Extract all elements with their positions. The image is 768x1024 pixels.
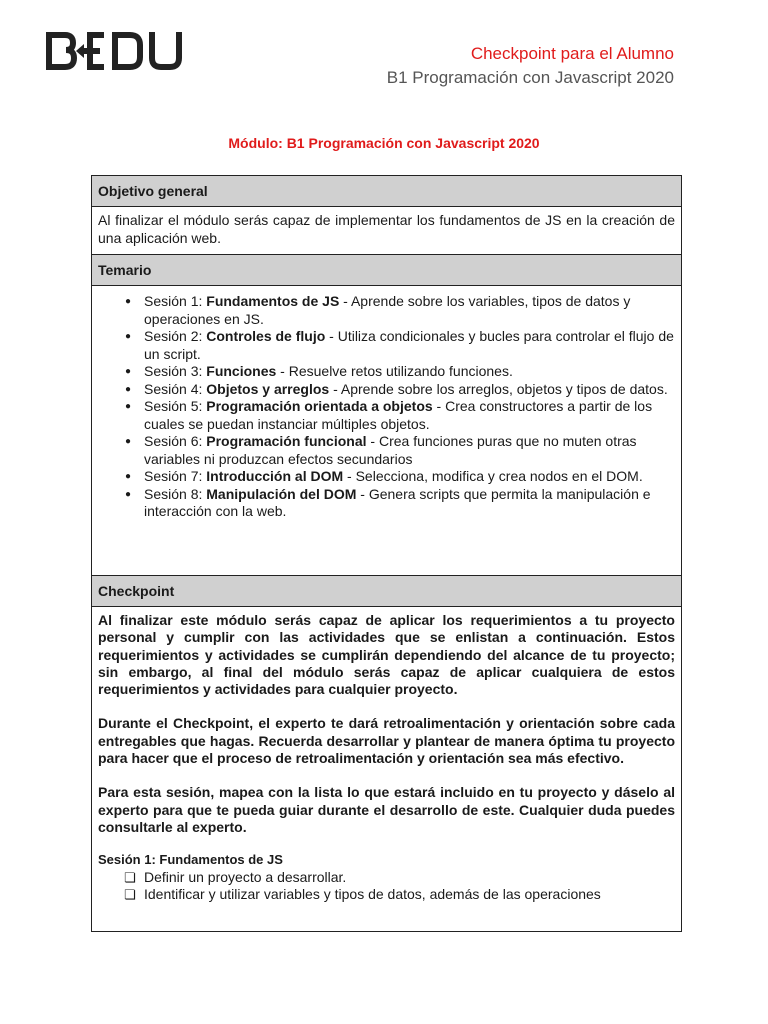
checkpoint-heading: Checkpoint <box>92 576 681 607</box>
checklist-item: ❏ Definir un proyecto a desarrollar. <box>124 868 347 885</box>
syllabus-heading: Temario <box>92 255 681 286</box>
session-title: Manipulación del DOM <box>206 485 357 502</box>
document-title: Checkpoint para el Alumno <box>470 44 674 63</box>
session-item: ● Sesión 6: Programación funcional - Crea funciones puras que no muten otras variables ni produzcan efectos secundarios <box>125 433 637 467</box>
bullet-icon: ● <box>125 331 132 342</box>
checkpoint-cell <box>92 607 681 910</box>
objective-heading: Objetivo general <box>92 176 681 207</box>
checkbox-icon: ❏ <box>124 869 136 885</box>
session-title: Objetos y arreglos <box>206 380 330 397</box>
session-title: Programación funcional <box>206 433 367 449</box>
session-title: Introducción al DOM <box>206 468 344 484</box>
checkbox-icon: ❏ <box>124 887 136 903</box>
session-item: ● Sesión 3: Funciones - Resuelve retos utilizando funciones. <box>125 363 513 379</box>
bullet-icon: ● <box>125 488 132 500</box>
checkpoint-paragraph: Para esta sesión, mapea con la lista lo que estará incluido en tu proyecto y dáselo al experto para que te pueda guiar durante el desarrollo de este. Cualquier duda puedes consultarle al experto. <box>98 784 675 835</box>
checkpoint-paragraph: Durante el Checkpoint, el experto te dará retroalimentación y orientación sobre cada entregables que hagas. Recuerda desarrollar y plantear de manera óptima tu proyecto para hacer que el proceso de retroalimentación y orientación sea más efectivo. <box>98 715 675 767</box>
session-item: ● Sesión 8: Manipulación del DOM - Genera scripts que permita la manipulación e interacción con la web. <box>125 485 651 519</box>
session-list <box>98 293 675 521</box>
session-item: ● Sesión 7: Introducción al DOM - Selecciona, modifica y crea nodos en el DOM. <box>125 468 643 484</box>
objective-text: Al finalizar el módulo serás capaz de implementar los fundamentos de JS en la creación de una aplicación web. <box>92 207 681 255</box>
session-title: Funciones <box>206 363 277 379</box>
content-table <box>91 175 682 932</box>
session-item: ● Sesión 4: Objetos y arreglos - Aprende sobre los arreglos, objetos y tipos de datos. <box>125 380 668 397</box>
session-title: Programación orientada a objetos <box>206 398 433 414</box>
module-title: Módulo: B1 Programación con Javascript 2020 <box>228 135 540 151</box>
session-title: Controles de flujo <box>206 328 326 344</box>
bullet-icon: ● <box>125 383 132 395</box>
checklist-item: ❏ Identificar y utilizar variables y tipos de datos, además de las operaciones <box>124 886 601 903</box>
bedu-logo <box>46 32 186 70</box>
bullet-icon: ● <box>125 436 132 447</box>
session-item: ● Sesión 5: Programación orientada a objetos - Crea constructores a partir de los cuales se puedan instanciar múltiples objetos. <box>125 398 653 432</box>
session1-heading: Sesión 1: Fundamentos de JS <box>98 852 283 868</box>
checkpoint-paragraph: Al finalizar este módulo serás capaz de aplicar los requerimientos a tu proyecto personal y cumplir con las actividades que se enlistan a continuación. Estos requerimientos y actividades se cumplirán dependiendo del alcance de tu proyecto; sin embargo, al final del módulo serás capaz de aplicar cualquiera de estos requerimientos y actividades para cualquier proyecto. <box>98 612 675 698</box>
syllabus-cell <box>92 286 681 576</box>
bullet-icon: ● <box>125 366 132 377</box>
bullet-icon: ● <box>125 401 132 412</box>
session-item: ● Sesión 2: Controles de flujo - Utiliza condicionales y bucles para controlar el flujo de un script. <box>125 328 674 362</box>
bullet-icon: ● <box>125 471 132 482</box>
session-item: ● Sesión 1: Fundamentos de JS - Aprende sobre los variables, tipos de datos y operaciones en JS. <box>125 293 631 327</box>
course-name: B1 Programación con Javascript 2020 <box>386 68 674 87</box>
session1-checklist <box>98 869 675 904</box>
bullet-icon: ● <box>125 296 132 307</box>
session-title: Fundamentos de JS <box>206 293 340 309</box>
